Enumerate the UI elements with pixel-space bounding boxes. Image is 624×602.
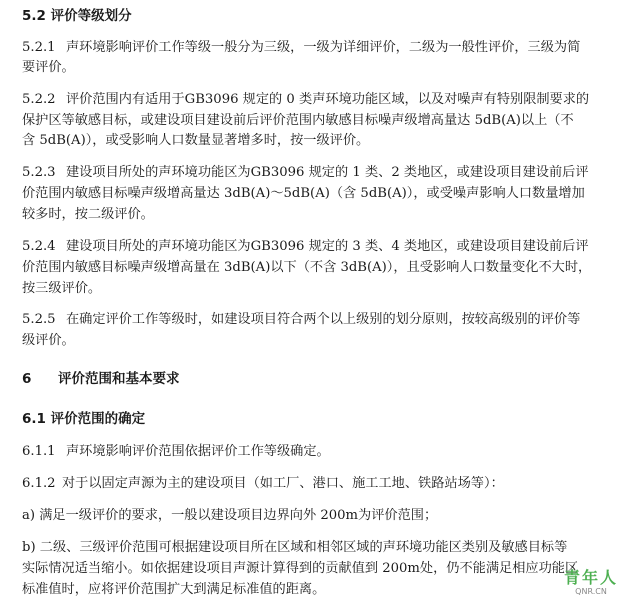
section-6-heading bbox=[22, 370, 610, 389]
clause-text: 声环境影响评价工作等级一般分为三级，一级为详细评价，二级为一般性评价，三级为简 bbox=[66, 40, 581, 55]
clause-5-2-3-line-3: 较多时，按二级评价。 bbox=[22, 207, 154, 222]
clause-5-2-1-line-1 bbox=[22, 38, 610, 57]
clause-number: 6.1.1 bbox=[22, 444, 56, 459]
section-title: 评价范围和基本要求 bbox=[58, 371, 180, 387]
clause-number: 6.1.2 bbox=[22, 476, 56, 491]
clause-5-2-3-line-1 bbox=[22, 163, 610, 182]
clause-5-2-4-line-1 bbox=[22, 237, 610, 256]
watermark-sub-text: QNR.CN bbox=[575, 587, 607, 596]
item-b-line-1: b) 二级、三级评价范围可根据建设项目所在区域和相邻区域的声环境功能区类别及敏感目标等 bbox=[22, 540, 568, 555]
clause-number: 5.2.2 bbox=[22, 92, 56, 107]
clause-text: 建设项目所处的声环境功能区为GB3096 规定的 1 类、2 类地区，或建设项目建设前后评 bbox=[66, 165, 589, 180]
clause-5-2-5-line-2: 级评价。 bbox=[22, 333, 75, 348]
clause-6-1-2-line-1 bbox=[22, 474, 610, 493]
clause-5-2-2-line-1 bbox=[22, 90, 610, 109]
section-number: 6 bbox=[22, 371, 32, 387]
clause-5-2-2-line-2: 保护区等敏感目标，或建设项目建设前后评价范围内敏感目标噪声级增高量达 5dB(A)以上（不 bbox=[22, 113, 574, 128]
clause-5-2-2-line-3: 含 5dB(A)），或受影响人口数量显著增多时，按一级评价。 bbox=[22, 133, 370, 148]
clause-text: 评价范围内有适用于GB3096 规定的 0 类声环境功能区域，以及对噪声有特别限制要求的 bbox=[66, 92, 590, 107]
clause-5-2-1-line-2: 要评价。 bbox=[22, 60, 75, 75]
clause-5-2-5-line-1 bbox=[22, 310, 610, 329]
clause-number: 5.2.4 bbox=[22, 239, 56, 254]
section-6-1-heading: 6.1 评价范围的确定 bbox=[22, 411, 146, 427]
clause-5-2-4-line-2: 价范围内敏感目标噪声级增高量在 3dB(A)以下（不含 3dB(A)），且受影响人口数量变化不大时， bbox=[22, 260, 592, 275]
clause-5-2-3-line-2: 价范围内敏感目标噪声级增高量达 3dB(A)～5dB(A)（含 5dB(A)），或受噪声影响人口数量增加 bbox=[22, 186, 585, 201]
section-5-2-heading: 5.2 评价等级划分 bbox=[22, 8, 132, 24]
clause-text: 在确定评价工作等级时，如建设项目符合两个以上级别的划分原则，按较高级别的评价等 bbox=[66, 312, 581, 327]
clause-number: 5.2.1 bbox=[22, 40, 56, 55]
clause-number: 5.2.3 bbox=[22, 165, 56, 180]
clause-number: 5.2.5 bbox=[22, 312, 56, 327]
watermark-logo bbox=[564, 569, 618, 596]
clause-6-1-1-line-1 bbox=[22, 442, 610, 461]
item-b-line-2: 实际情况适当缩小。如依据建设项目声源计算得到的贡献值到 200m处，仍不能满足相应功能区 bbox=[22, 561, 579, 576]
clause-text: 建设项目所处的声环境功能区为GB3096 规定的 3 类、4 类地区，或建设项目建设前后评 bbox=[66, 239, 589, 254]
watermark-main-text: 青年人 bbox=[563, 568, 618, 587]
clause-text: 对于以固定声源为主的建设项目（如工厂、港口、施工工地、铁路站场等）： bbox=[62, 476, 504, 491]
clause-text: 声环境影响评价范围依据评价工作等级确定。 bbox=[66, 444, 330, 459]
clause-5-2-4-line-3: 按三级评价。 bbox=[22, 281, 102, 296]
item-a-line-1: a) 满足一级评价的要求，一般以建设项目边界向外 200m为评价范围； bbox=[22, 508, 438, 523]
item-b-line-3: 标准值时，应将评价范围扩大到满足标准值的距离。 bbox=[22, 582, 326, 597]
